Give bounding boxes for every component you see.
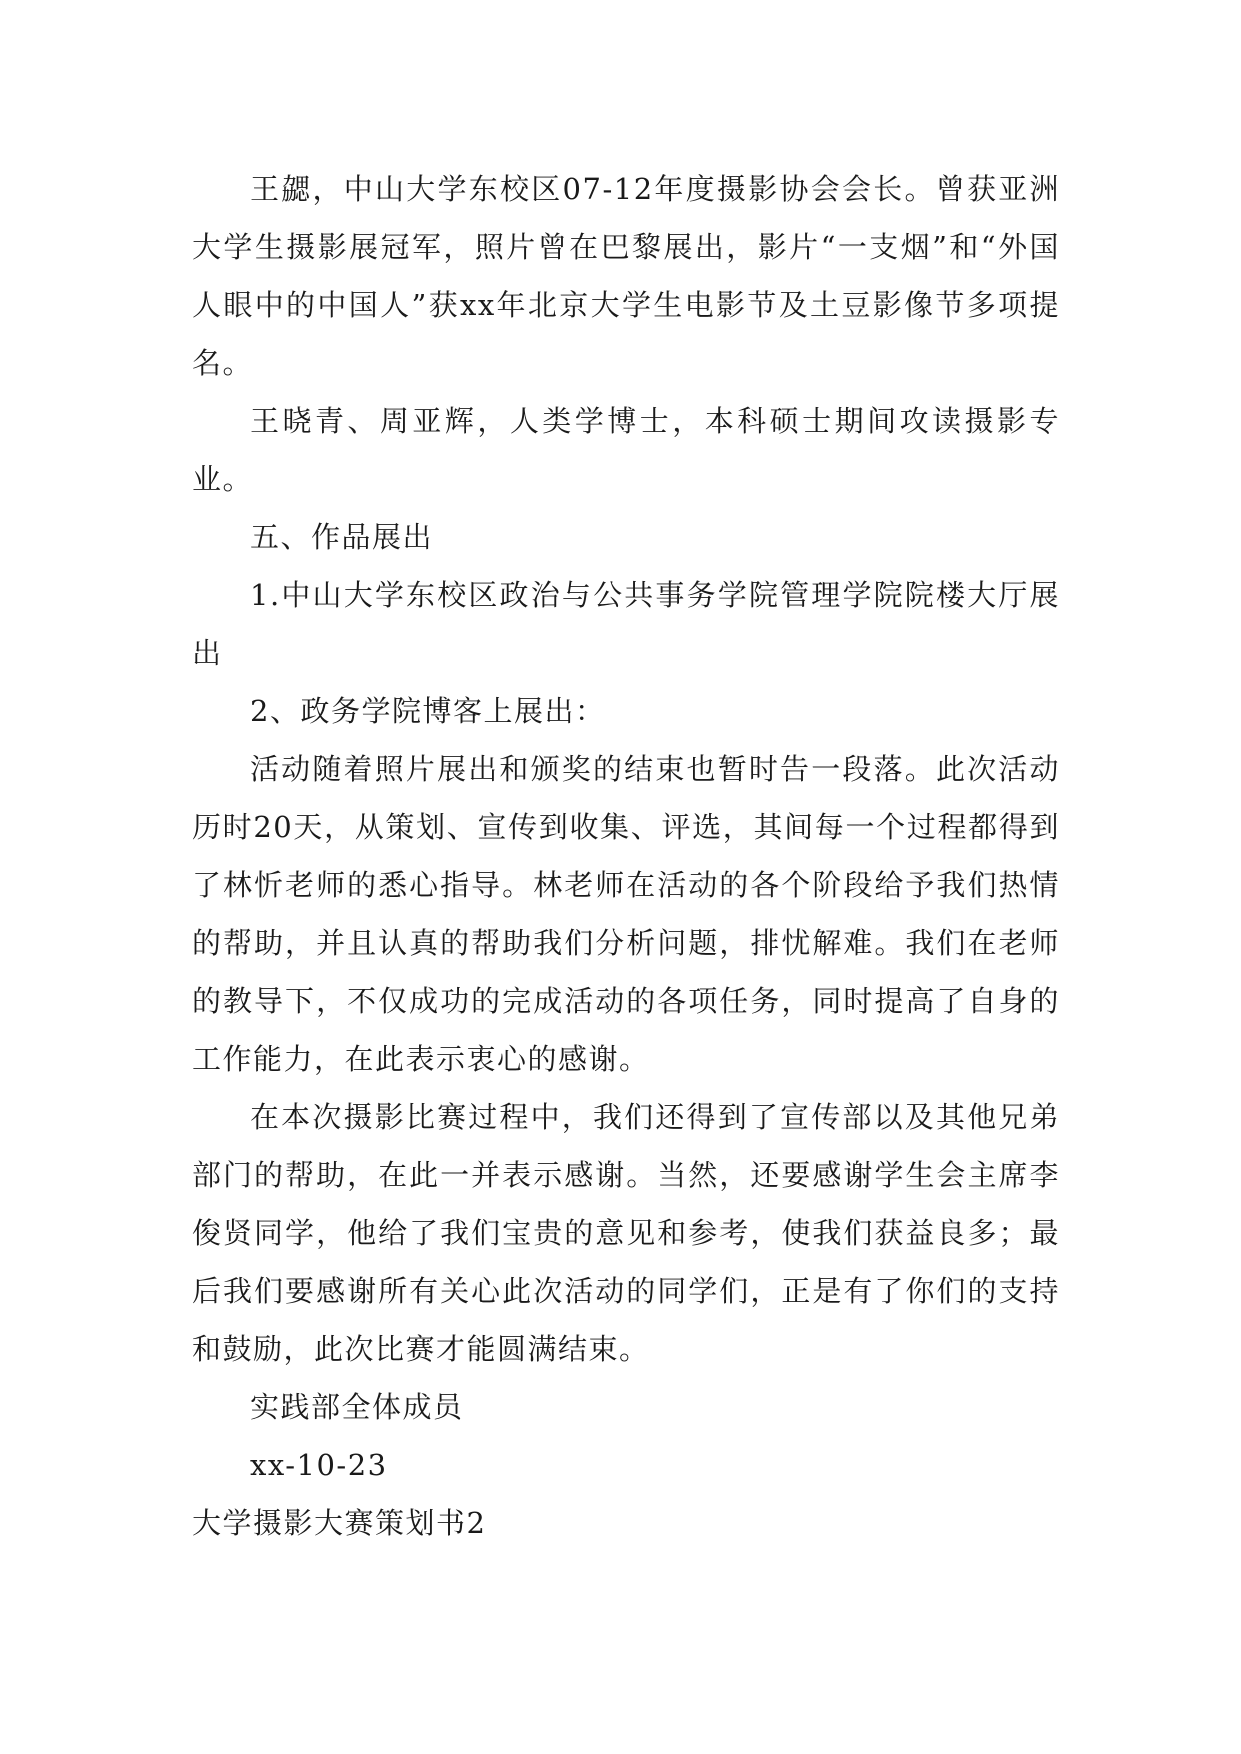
paragraph-bio-wangxie: 王勰，中山大学东校区07-12年度摄影协会会长。曾获亚洲大学生摄影展冠军，照片曾在巴黎展出，影片“一支烟”和“外国人眼中的中国人”获xx年北京大学生电影节及土豆影像节多项提名。: [192, 172, 1060, 380]
document-body: [192, 160, 1060, 1552]
section-heading-exhibition: 五、作品展出: [250, 520, 434, 554]
paragraph-summary: 活动随着照片展出和颁奖的结束也暂时告一段落。此次活动历时20天，从策划、宣传到收集、评选，其间每一个过程都得到了林忻老师的悉心指导。林老师在活动的各个阶段给予我们热情的帮助，并且认真的帮助我们分析问题，排忧解难。我们在老师的教导下，不仅成功的完成活动的各项任务，同时提高了自身的工作能力，在此表示衷心的感谢。: [192, 752, 1060, 1076]
signature-date: xx-10-23: [250, 1448, 388, 1482]
next-document-title: 大学摄影大赛策划书2: [192, 1506, 487, 1540]
paragraph-bio-wangxiaoqing: 王晓青、周亚辉，人类学博士，本科硕士期间攻读摄影专业。: [192, 404, 1060, 496]
paragraph-exhibition-2: 2、政务学院博客上展出：: [250, 694, 606, 728]
paragraph-exhibition-1: 1.中山大学东校区政治与公共事务学院管理学院院楼大厅展出: [192, 578, 1060, 670]
signature-department: 实践部全体成员: [250, 1390, 464, 1424]
paragraph-thanks: 在本次摄影比赛过程中，我们还得到了宣传部以及其他兄弟部门的帮助，在此一并表示感谢。当然，还要感谢学生会主席李俊贤同学，他给了我们宝贵的意见和参考，使我们获益良多；最后我们要感谢所有关心此次活动的同学们，正是有了你们的支持和鼓励，此次比赛才能圆满结束。: [192, 1100, 1060, 1366]
